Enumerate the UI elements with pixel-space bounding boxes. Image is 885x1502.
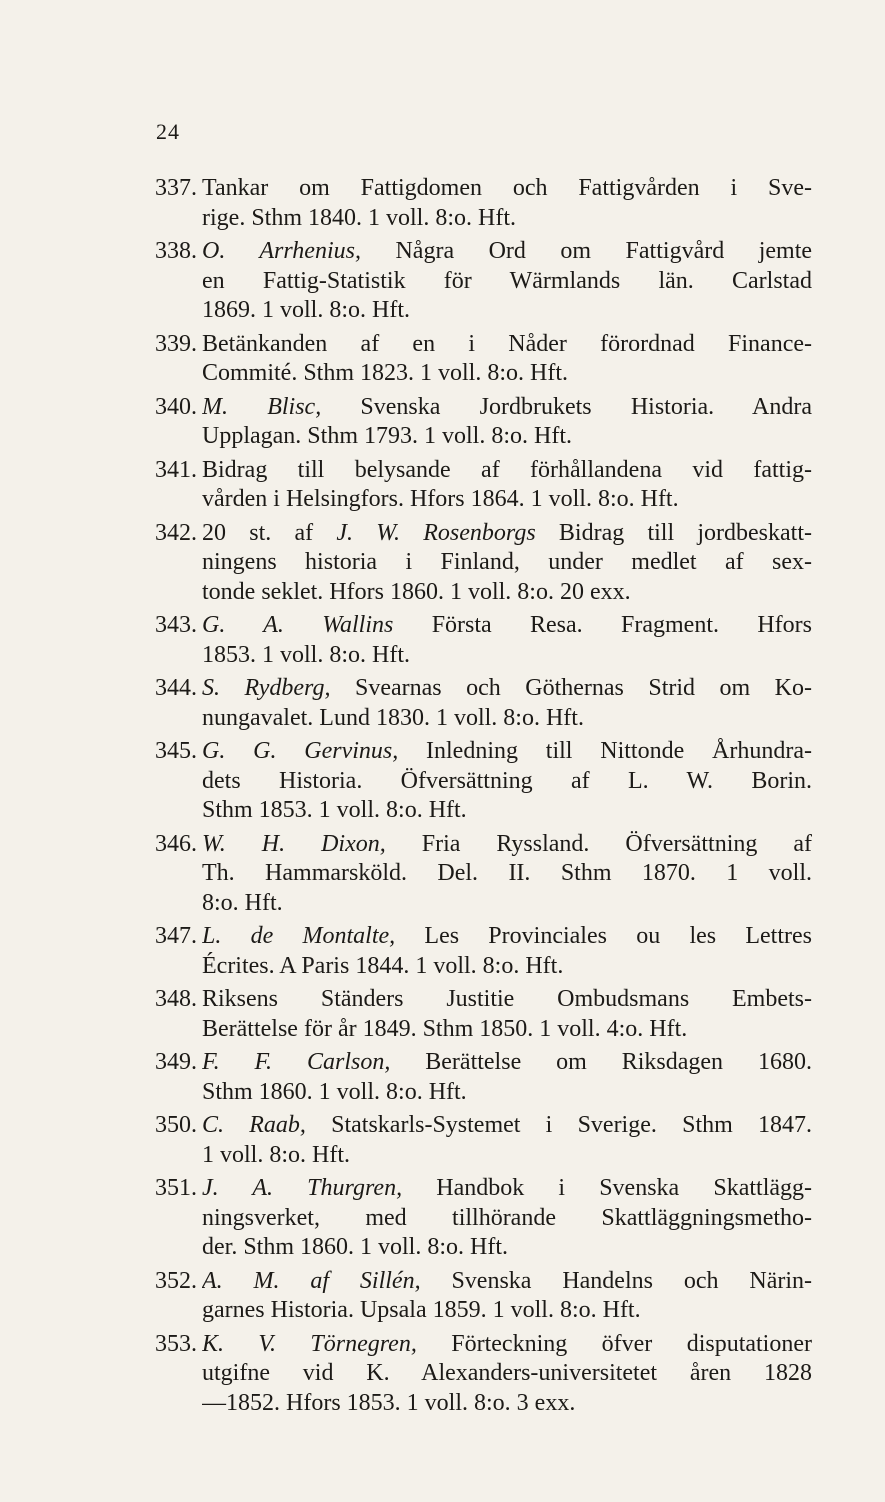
entry-line: [202, 1389, 812, 1419]
entry-text: ningsverket, med tillhörande Skattläggningsmetho-: [202, 1204, 812, 1231]
entry-text: en Fattig-Statistik för Wärmlands län. Carlstad: [202, 267, 812, 294]
entry-text: Några Ord om Fattigvård jemte: [360, 238, 812, 264]
entry-text: Betänkanden af en i Nåder förordnad Finance-: [202, 330, 812, 357]
entry-line: [202, 267, 812, 297]
entry-text: ningens historia i Finland, under medlet af sex-: [202, 549, 812, 575]
entry-line: [202, 830, 812, 860]
catalog-entry: [0, 830, 885, 919]
catalog-entry: [0, 611, 885, 670]
author-name: S. Rydberg,: [202, 675, 331, 701]
entry-text: nungavalet. Lund 1830. 1 voll. 8:o. Hft.: [202, 704, 584, 731]
entry-text: Svenska Jordbrukets Historia. Andra: [321, 393, 812, 420]
catalog-entry: [0, 922, 885, 981]
entry-number: 350.: [155, 1112, 197, 1138]
entry-line: [202, 641, 812, 671]
catalog-entry: [0, 1174, 885, 1263]
author-name: O. Arrhenius,: [202, 238, 361, 264]
entry-number: 352.: [155, 1267, 197, 1294]
entry-line: [202, 889, 812, 919]
author-name: J. A. Thurgren,: [202, 1175, 403, 1201]
entry-number: 351.: [155, 1175, 197, 1201]
entry-line: [202, 456, 812, 486]
author-name: F. F. Carlson,: [202, 1049, 391, 1075]
entry-text: Berättelse för år 1849. Sthm 1850. 1 voll. 4:o. Hft.: [202, 1015, 688, 1042]
entry-line: [202, 204, 812, 234]
entry-number: 339.: [155, 330, 197, 357]
entry-line: [202, 578, 812, 608]
entry-text: rige. Sthm 1840. 1 voll. 8:o. Hft.: [202, 204, 516, 231]
author-name: J. W. Rosenborgs: [336, 519, 536, 546]
entry-line: [202, 1296, 812, 1326]
entry-line: [202, 1204, 812, 1234]
entry-number: 348.: [155, 986, 197, 1012]
author-name: W. H. Dixon,: [202, 830, 386, 857]
catalog-entry: [0, 456, 885, 515]
entry-text: 20 st. af: [202, 519, 337, 546]
entry-text: Bidrag till jordbeskatt-: [535, 519, 812, 546]
author-name: A. M. af Sillén,: [202, 1267, 421, 1294]
entry-line: [202, 1048, 812, 1078]
catalog-entry: [0, 1048, 885, 1107]
entry-line: [202, 859, 812, 889]
entry-line: [202, 548, 812, 578]
author-name: L. de Montalte,: [202, 923, 396, 949]
entry-line: [202, 767, 812, 797]
author-name: C. Raab,: [202, 1112, 306, 1138]
author-name: G. A. Wallins: [202, 612, 394, 638]
entry-text: 1869. 1 voll. 8:o. Hft.: [202, 297, 410, 323]
catalog-entry: [0, 985, 885, 1044]
entry-text: utgifne vid K. Alexanders-universitetet åren 1828: [202, 1360, 812, 1386]
entry-line: [202, 237, 812, 267]
entry-text: Sthm 1860. 1 voll. 8:o. Hft.: [202, 1078, 467, 1105]
entry-text: Sthm 1853. 1 voll. 8:o. Hft.: [202, 797, 467, 823]
entry-line: [202, 1359, 812, 1389]
entry-line: [202, 422, 812, 452]
catalog-entry: [0, 674, 885, 733]
catalog-entry: [0, 174, 885, 233]
entry-number: 341.: [155, 456, 197, 483]
author-name: K. V. Törnegren,: [202, 1330, 417, 1357]
entry-text: Inledning till Nittonde Århundra-: [398, 738, 812, 764]
entry-line: [202, 296, 812, 326]
entry-text: garnes Historia. Upsala 1859. 1 voll. 8:o. Hft.: [202, 1297, 641, 1323]
entry-number: 337.: [155, 175, 197, 201]
entry-line: [202, 330, 812, 360]
entry-text: Första Resa. Fragment. Hfors: [393, 612, 812, 638]
entry-line: [202, 174, 812, 204]
author-name: M. Blisc,: [202, 393, 322, 420]
entry-text: Statskarls-Systemet i Sverige. Sthm 1847.: [305, 1112, 812, 1138]
entry-line: [202, 985, 812, 1015]
entry-line: [202, 674, 812, 704]
entry-text: —1852. Hfors 1853. 1 voll. 8:o. 3 exx.: [202, 1389, 576, 1416]
entry-line: [202, 796, 812, 826]
catalog-entry: [0, 237, 885, 326]
entry-line: [202, 737, 812, 767]
entry-number: 338.: [155, 238, 197, 264]
entry-line: [202, 611, 812, 641]
catalog-entry: [0, 737, 885, 826]
entry-text: Förteckning öfver disputationer: [416, 1330, 812, 1357]
catalog-entry: [0, 1267, 885, 1326]
entry-line: [202, 922, 812, 952]
entry-line: [202, 952, 812, 982]
entry-text: 1853. 1 voll. 8:o. Hft.: [202, 641, 410, 668]
entry-line: [202, 704, 812, 734]
entry-line: [202, 1330, 812, 1360]
entry-number: 340.: [155, 393, 197, 420]
catalog-entry: [0, 1111, 885, 1170]
entry-text: Svearnas och Göthernas Strid om Ko-: [330, 675, 812, 701]
entry-number: 349.: [155, 1049, 197, 1075]
entry-text: tonde seklet. Hfors 1860. 1 voll. 8:o. 20 exx.: [202, 578, 631, 605]
entry-text: Riksens Ständers Justitie Ombudsmans Embets-: [202, 986, 812, 1012]
entry-text: 8:o. Hft.: [202, 889, 283, 916]
entry-line: [202, 1174, 812, 1204]
entry-number: 343.: [155, 612, 197, 638]
entry-text: der. Sthm 1860. 1 voll. 8:o. Hft.: [202, 1234, 508, 1260]
entry-number: 345.: [155, 738, 197, 764]
entry-line: [202, 1267, 812, 1297]
entry-text: Écrites. A Paris 1844. 1 voll. 8:o. Hft.: [202, 952, 564, 979]
entry-line: [202, 1015, 812, 1045]
entry-text: Svenska Handelns och Närin-: [420, 1267, 812, 1294]
entry-number: 344.: [155, 675, 197, 701]
entry-number: 347.: [155, 923, 197, 949]
entry-text: Berättelse om Riksdagen 1680.: [390, 1049, 812, 1075]
entry-text: 1 voll. 8:o. Hft.: [202, 1141, 350, 1168]
page-number: 24: [156, 119, 180, 144]
entry-text: Les Provinciales ou les Lettres: [395, 923, 812, 949]
catalog-entry: [0, 393, 885, 452]
entry-line: [202, 1141, 812, 1171]
entry-number: 353.: [155, 1330, 197, 1357]
entry-line: [202, 1111, 812, 1141]
entry-text: Bidrag till belysande af förhållandena vid fattig-: [202, 456, 812, 483]
entry-line: [202, 1233, 812, 1263]
author-name: G. G. Gervinus,: [202, 738, 399, 764]
entry-line: [202, 485, 812, 515]
entry-number: 346.: [155, 830, 197, 857]
catalog-entry: [0, 330, 885, 389]
entry-line: [202, 519, 812, 549]
entry-line: [202, 359, 812, 389]
entry-list: [0, 174, 885, 1422]
entry-text: Handbok i Svenska Skattlägg-: [402, 1175, 812, 1201]
entry-text: Upplagan. Sthm 1793. 1 voll. 8:o. Hft.: [202, 423, 572, 449]
entry-text: Fria Ryssland. Öfversättning af: [385, 830, 812, 857]
catalog-entry: [0, 519, 885, 608]
entry-text: Commité. Sthm 1823. 1 voll. 8:o. Hft.: [202, 360, 569, 386]
catalog-entry: [0, 1330, 885, 1419]
entry-text: Tankar om Fattigdomen och Fattigvården i Sve-: [202, 175, 812, 201]
entry-line: [202, 393, 812, 423]
entry-line: [202, 1078, 812, 1108]
entry-text: vården i Helsingfors. Hfors 1864. 1 voll. 8:o. Hft.: [202, 486, 679, 512]
entry-number: 342.: [155, 519, 197, 546]
entry-text: Th. Hammarsköld. Del. II. Sthm 1870. 1 voll.: [202, 860, 812, 886]
entry-text: dets Historia. Öfversättning af L. W. Borin.: [202, 767, 812, 794]
